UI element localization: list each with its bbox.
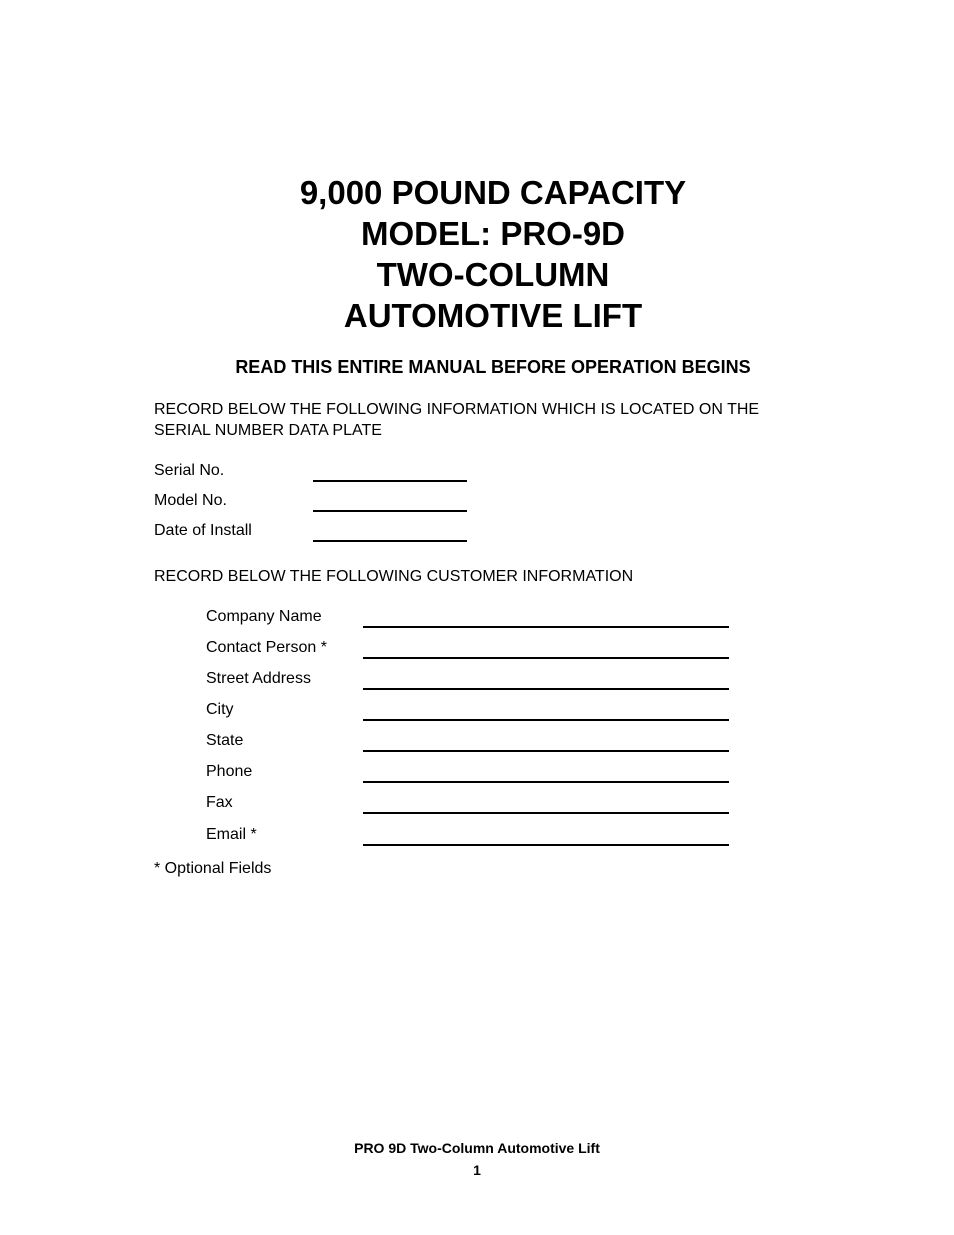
model-number-blank[interactable] (313, 510, 467, 512)
city-field (206, 700, 736, 730)
install-date-field (154, 521, 474, 551)
company-name-field (206, 607, 736, 637)
email-field (206, 825, 736, 855)
install-date-blank[interactable] (313, 540, 467, 542)
install-date-label: Date of Install (154, 522, 252, 539)
fax-blank[interactable] (363, 812, 729, 814)
company-name-blank[interactable] (363, 626, 729, 628)
model-number-field (154, 491, 474, 521)
contact-person-field (206, 638, 736, 668)
page-footer (0, 1137, 954, 1181)
read-manual-instruction: READ THIS ENTIRE MANUAL BEFORE OPERATION BEGINS (235, 357, 751, 377)
title-type: TWO-COLUMN (376, 256, 610, 293)
street-address-label: Street Address (206, 670, 311, 687)
phone-field (206, 762, 736, 792)
phone-blank[interactable] (363, 781, 729, 783)
title-capacity: 9,000 POUND CAPACITY (299, 174, 687, 211)
state-label: State (206, 732, 244, 749)
serial-plate-intro-line1: RECORD BELOW THE FOLLOWING INFORMATION WHICH IS LOCATED ON THE (154, 401, 760, 418)
document-title (0, 172, 954, 336)
phone-label: Phone (206, 763, 253, 780)
page-number: 1 (473, 1162, 481, 1178)
title-product: AUTOMOTIVE LIFT (343, 297, 643, 334)
street-address-blank[interactable] (363, 688, 729, 690)
customer-info-intro: RECORD BELOW THE FOLLOWING CUSTOMER INFORMATION (154, 568, 634, 585)
state-blank[interactable] (363, 750, 729, 752)
street-address-field (206, 669, 736, 699)
state-field (206, 731, 736, 761)
serial-number-field (154, 461, 474, 491)
fax-field (206, 793, 736, 823)
city-blank[interactable] (363, 719, 729, 721)
contact-person-label: Contact Person * (206, 639, 327, 656)
serial-plate-intro (154, 399, 854, 441)
city-label: City (206, 701, 234, 718)
fax-label: Fax (206, 794, 233, 811)
title-model: MODEL: PRO-9D (361, 215, 625, 252)
serial-plate-intro-line2: SERIAL NUMBER DATA PLATE (154, 422, 382, 439)
email-blank[interactable] (363, 844, 729, 846)
footer-title: PRO 9D Two-Column Automotive Lift (354, 1140, 600, 1156)
company-name-label: Company Name (206, 608, 322, 625)
optional-fields-note: * Optional Fields (154, 860, 272, 877)
email-label: Email * (206, 826, 257, 843)
model-number-label: Model No. (154, 492, 227, 509)
serial-number-blank[interactable] (313, 480, 467, 482)
serial-number-label: Serial No. (154, 462, 225, 479)
contact-person-blank[interactable] (363, 657, 729, 659)
